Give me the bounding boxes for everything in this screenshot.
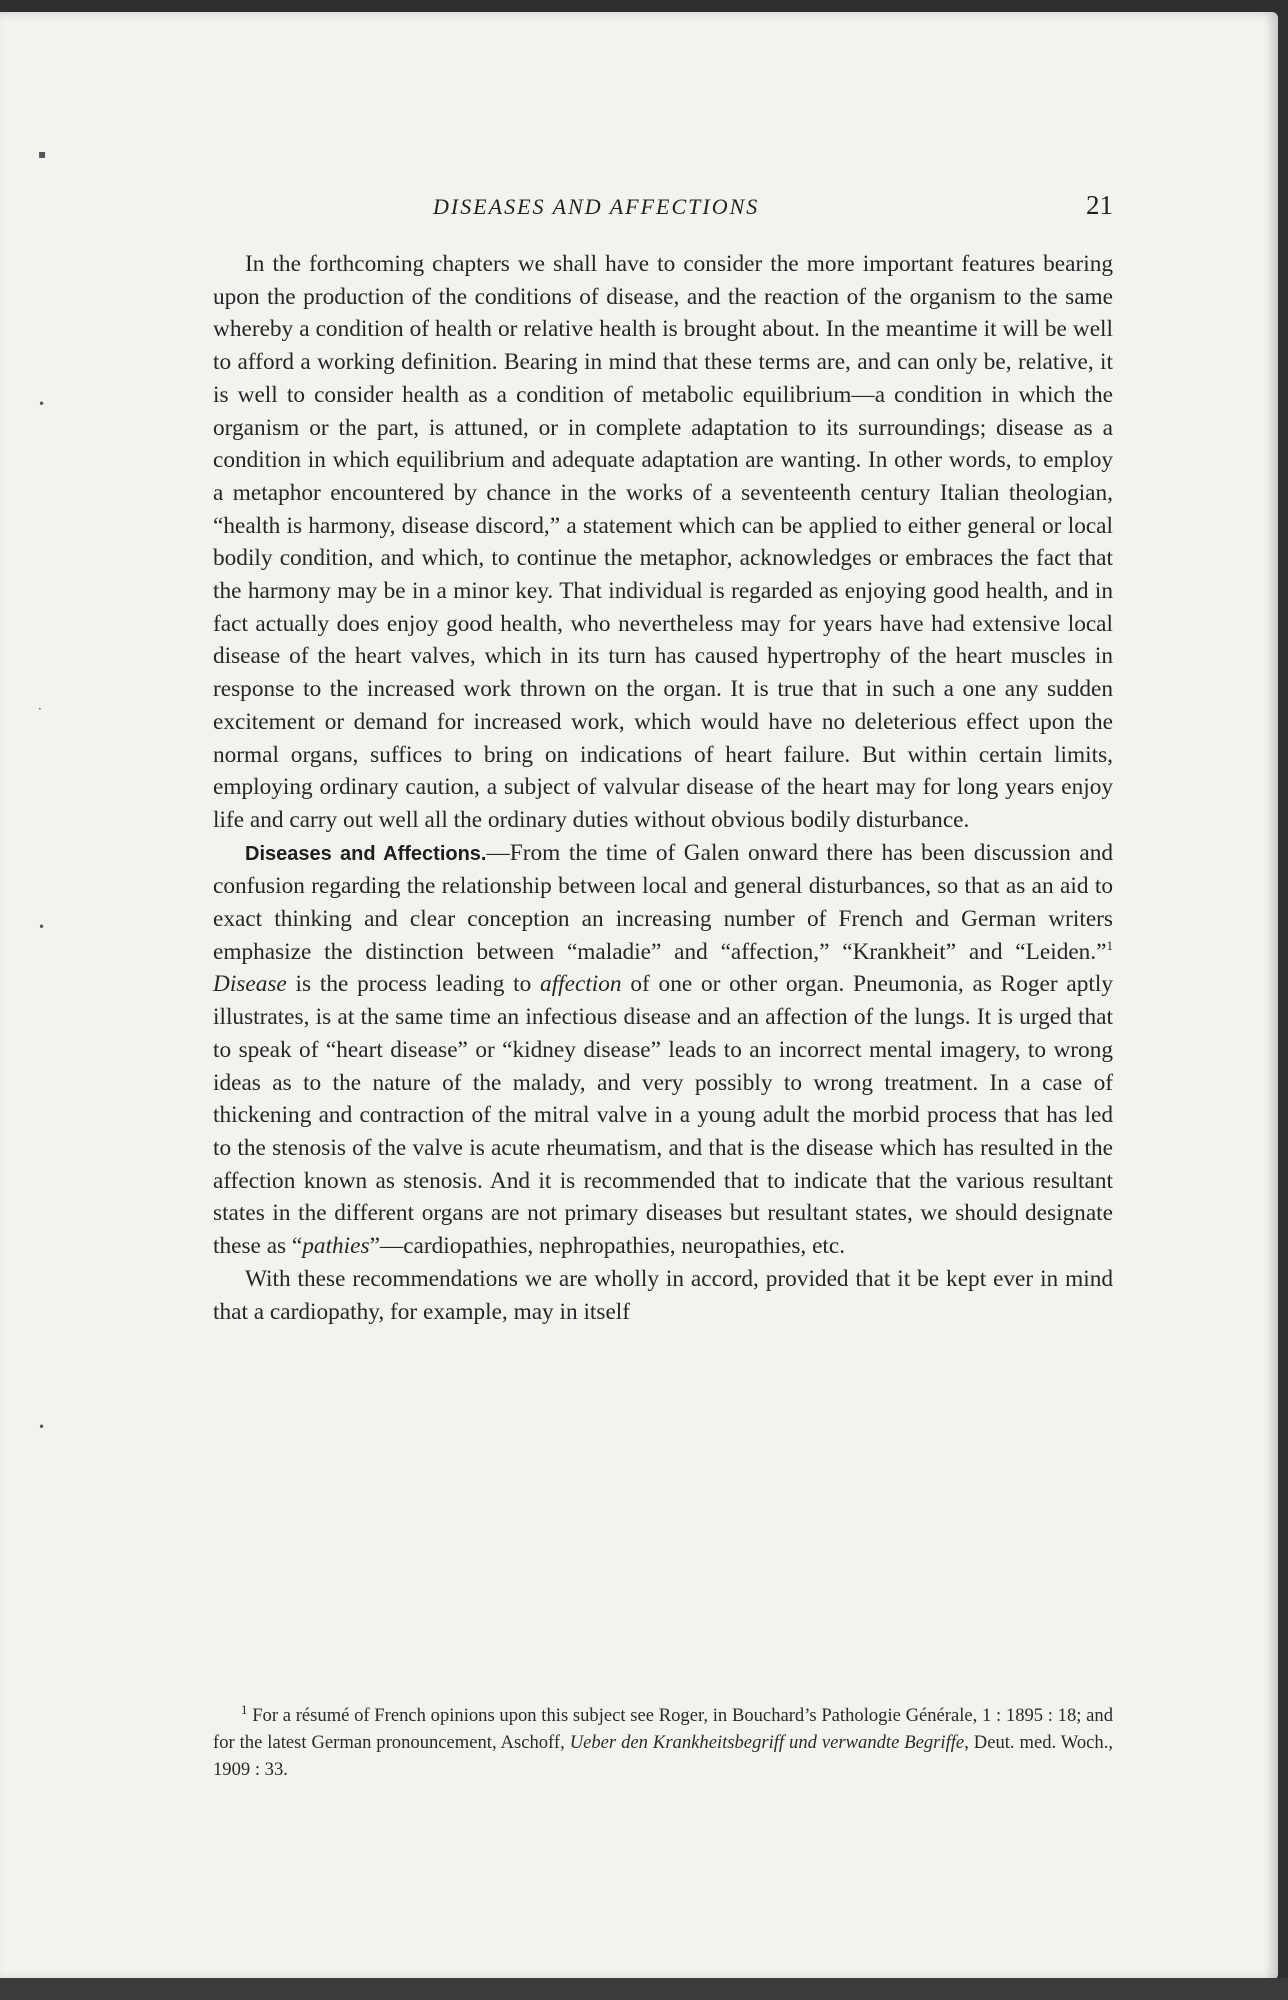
paragraph-text: of one or other organ. Pneumonia, as Roger aptly illustrates, is at the same time an infectious disease and an affection of the lungs. It is urged that to speak of “heart disease” or “kidney disease” leads to an incorrect mental imagery, to wrong ideas as to the nature of the malady, and very possibly to wrong treatment. In a case of thickening and contraction of the mitral valve in a young adult the morbid process that has led to the stenosis of the valve is acute rheumatism, and that is the disease which has resulted in the affection known as stenosis. And it is recommended that to indicate that the various resultant states in the different organs are not primary diseases but resultant states, we should designate these as “ <box>213 971 1113 1260</box>
scan-edge <box>0 1978 1288 2000</box>
paragraph-text: —From the time of Galen onward there has been discussion and confusion regarding the relationship between local and general disturbances, so that as an aid to exact thinking and clear conception an increasing number of French and German writers emphasize the distinction between “maladie” and “affection,” “Krankheit” and “Leiden.” <box>213 839 1113 965</box>
italic-term: pathies <box>302 1233 370 1260</box>
book-page <box>0 12 1278 1980</box>
footnote-text: For a résumé of French opinions upon this subject see Roger, in Bouchard’s Pathologie Générale, 1 : 1895 : 18; and for the latest German pronouncement, Aschoff, <box>213 1705 1113 1753</box>
footnote-text: , Deut. med. Woch., 1909 : 33. <box>213 1732 1113 1780</box>
paragraph-recommendations: With these recommendations we are wholly in accord, provided that it be kept ever in mind that a cardiopathy, for example, may in itself <box>213 1265 1113 1325</box>
page-number: 21 <box>1086 190 1113 220</box>
margin-mark: • <box>38 920 46 934</box>
footnotes <box>213 1702 1113 1783</box>
italic-term: affection <box>540 971 622 998</box>
section-heading: Diseases and Affections. <box>245 842 487 865</box>
paragraph-text: is the process leading to <box>286 971 541 998</box>
margin-mark: • <box>38 397 46 411</box>
footnote-reference: 1 <box>1106 938 1113 953</box>
footnote-marker: 1 <box>241 1701 248 1717</box>
margin-mark: ▪ <box>38 147 47 161</box>
paragraph-text: ”—cardiopathies, nephropathies, neuropathies, etc. <box>369 1233 846 1260</box>
paragraph-diseases-affections <box>213 837 1113 1263</box>
margin-mark: · <box>38 702 42 716</box>
running-title: DISEASES AND AFFECTIONS <box>433 194 760 219</box>
margin-mark: • <box>38 1420 46 1434</box>
italic-term: Disease <box>213 971 287 998</box>
footnote-title: Ueber den Krankheitsbegriff und verwandte Begriffe <box>569 1732 965 1753</box>
footnote <box>213 1702 1113 1783</box>
body-text <box>213 248 1113 1328</box>
running-head <box>213 190 1113 230</box>
paragraph-health-definition: In the forthcoming chapters we shall have to consider the more important features bearing upon the production of the conditions of disease, and the reaction of the organism to the same whereby a condition of health or relative health is brought about. In the meantime it will be well to afford a working definition. Bearing in mind that these terms are, and can only be, relative, it is well to consider health as a condition of metabolic equilibrium—a condition in which the organism or the part, is attuned, or in complete adaptation to its surroundings; disease as a condition in which equilibrium and adequate adaptation are wanting. In other words, to employ a metaphor encountered by chance in the works of a seventeenth century Italian theologian, “health is harmony, disease discord,” a statement which can be applied to either general or local bodily condition, and which, to continue the metaphor, acknowledges or embraces the fact that the harmony may be in a minor key. That individual is regarded as enjoying good health, and in fact actually does enjoy good health, who nevertheless may for years have had extensive local disease of the heart valves, which in its turn has caused hypertrophy of the heart muscles in response to the increased work thrown on the organ. It is true that in such a one any sudden excitement or demand for increased work, which would have no deleterious effect upon the normal organs, suffices to bring on indications of heart failure. But within certain limits, employing ordinary caution, a subject of valvular disease of the heart may for long years enjoy life and carry out well all the ordinary duties without obvious bodily disturbance. <box>213 251 1113 833</box>
